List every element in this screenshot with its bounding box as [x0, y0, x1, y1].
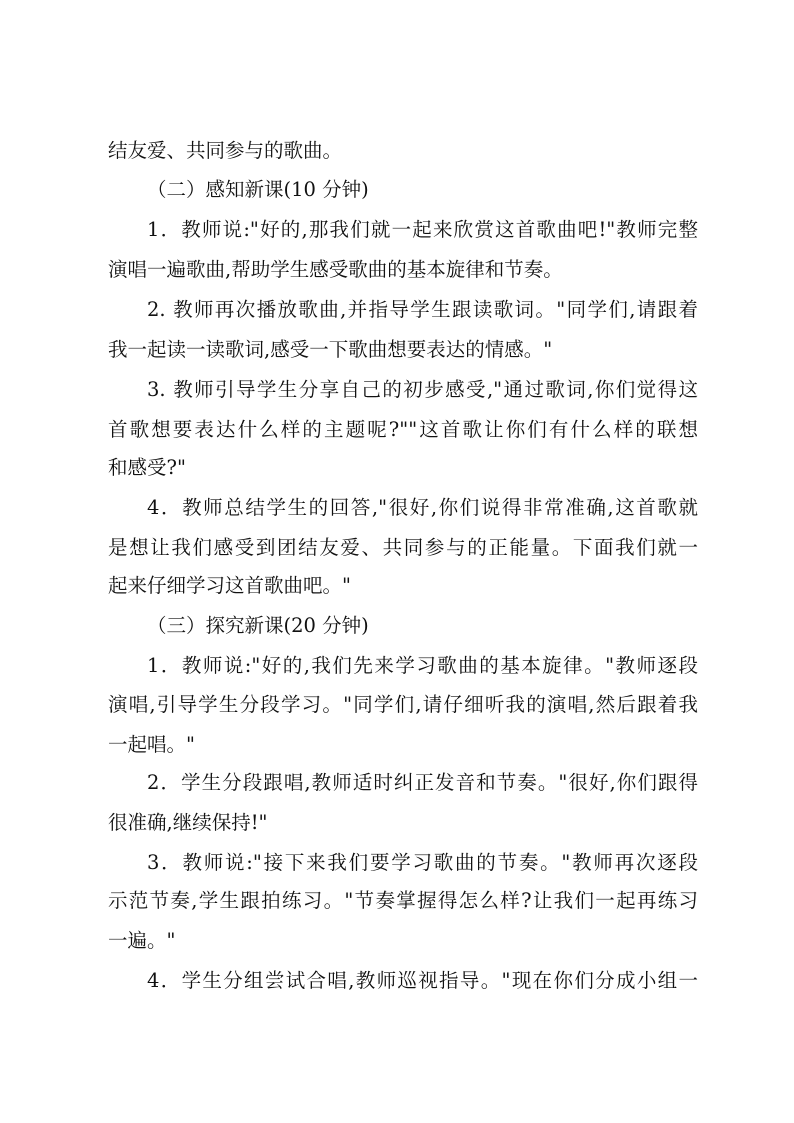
- section-3-item-1-line-2: 演唱,引导学生分段学习。"同学们,请仔细听我的演唱,然后跟着我: [108, 693, 698, 716]
- section-2-item-2-line-1: 2. 教师再次播放歌曲,并指导学生跟读歌词。"同学们,请跟着: [147, 298, 698, 321]
- section-2-item-1-line-1: 1．教师说:"好的,那我们就一起来欣赏这首歌曲吧!"教师完整: [147, 218, 698, 241]
- section-3-item-4-line-1: 4．学生分组尝试合唱,教师巡视指导。"现在你们分成小组一: [147, 969, 698, 992]
- section-2-item-3-line-3: 和感受?": [108, 456, 186, 479]
- section-2-item-3-line-1: 3. 教师引导学生分享自己的初步感受,"通过歌词,你们觉得这: [147, 378, 698, 401]
- section-3-item-3-line-2: 示范节奏,学生跟拍练习。"节奏掌握得怎么样?让我们一起再练习: [108, 889, 698, 912]
- section-3-item-3-line-1: 3．教师说:"接下来我们要学习歌曲的节奏。"教师再次逐段: [147, 851, 698, 874]
- section-2-item-2-line-2: 我一起读一读歌词,感受一下歌曲想要表达的情感。": [108, 338, 553, 361]
- section-3-heading: （三）探究新课(20 分钟): [147, 614, 369, 637]
- section-2-item-4-line-1: 4．教师总结学生的回答,"很好,你们说得非常准确,这首歌就: [147, 496, 698, 519]
- section-3-item-1-line-3: 一起唱。": [108, 733, 195, 756]
- intro-line-1: 结友爱、共同参与的歌曲。: [108, 139, 343, 162]
- section-2-item-3-line-2: 首歌想要表达什么样的主题呢?""这首歌让你们有什么样的联想: [108, 418, 698, 441]
- section-3-item-3-line-3: 一遍。": [108, 929, 176, 952]
- section-2-item-1-line-2: 演唱一遍歌曲,帮助学生感受歌曲的基本旋律和节奏。: [108, 258, 563, 281]
- section-3-item-1-line-1: 1．教师说:"好的,我们先来学习歌曲的基本旋律。"教师逐段: [147, 654, 698, 677]
- section-2-heading: （二）感知新课(10 分钟): [147, 178, 369, 201]
- section-3-item-2-line-2: 很准确,继续保持!": [108, 811, 268, 834]
- section-2-item-4-line-3: 起来仔细学习这首歌曲吧。": [108, 574, 351, 597]
- section-3-item-2-line-1: 2．学生分段跟唱,教师适时纠正发音和节奏。"很好,你们跟得: [147, 771, 698, 794]
- section-2-item-4-line-2: 是想让我们感受到团结友爱、共同参与的正能量。下面我们就一: [108, 536, 698, 559]
